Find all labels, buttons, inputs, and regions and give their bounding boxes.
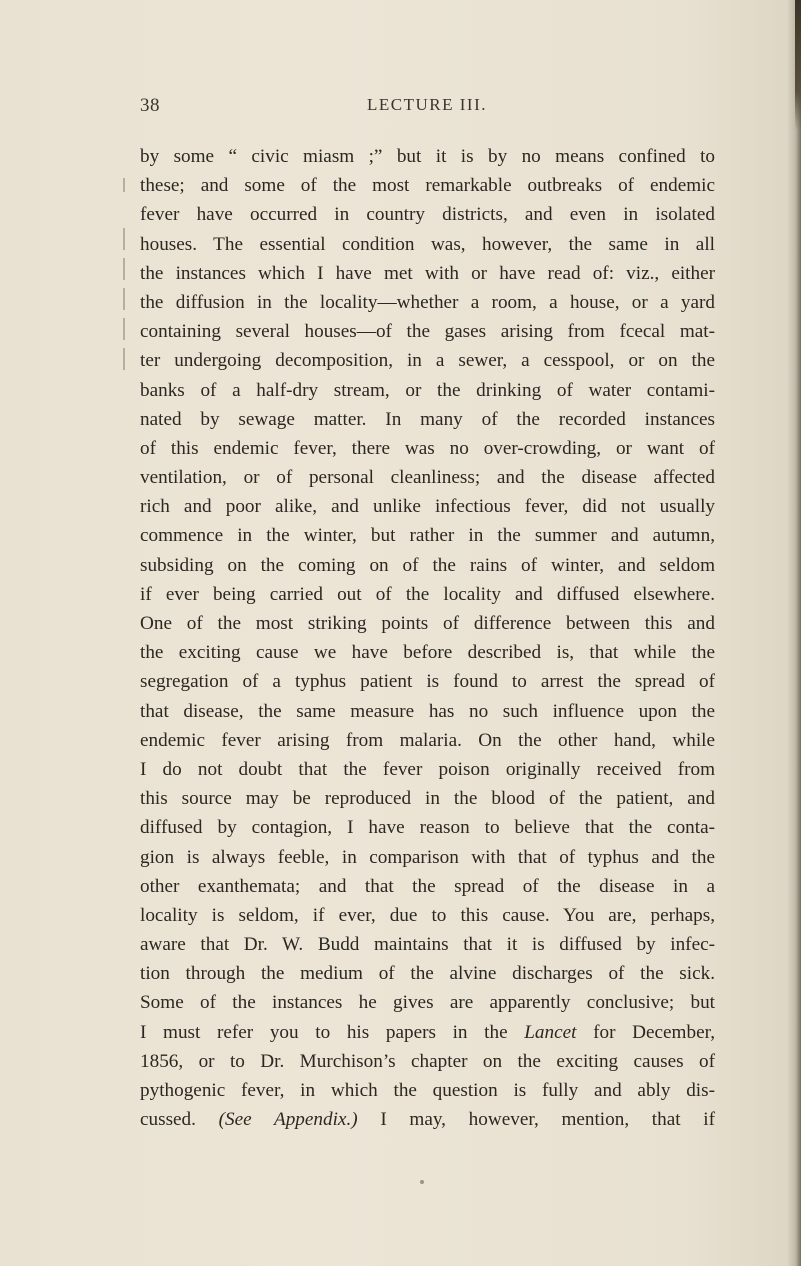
- margin-mark: [123, 258, 125, 280]
- text-line: that disease, the same measure has no such influence upon the: [140, 700, 715, 722]
- text-line: One of the most striking points of difference between this and: [140, 613, 715, 634]
- text-line: of this endemic fever, there was no over-crowding, or want of: [140, 437, 715, 459]
- margin-mark: [123, 178, 125, 192]
- text-line: this source may be reproduced in the blood of the patient, and: [140, 788, 715, 810]
- text-line: these; and some of the most remarkable outbreaks of endemic: [140, 175, 715, 197]
- text-line: banks of a half-dry stream, or the drinking of water contami-: [140, 379, 715, 401]
- margin-mark: [123, 288, 125, 310]
- text-line: I do not doubt that the fever poison originally received from: [140, 758, 715, 780]
- text-line: by some “ civic miasm ;” but it is by no means confined to: [140, 146, 715, 167]
- text-line: commence in the winter, but rather in the summer and autumn,: [140, 525, 715, 547]
- text-line: locality is seldom, if ever, due to this cause. You are, perhaps,: [140, 904, 715, 926]
- text-line: 1856, or to Dr. Murchison’s chapter on the exciting causes of: [140, 1050, 715, 1072]
- body-text: [140, 142, 715, 1134]
- text-line: ventilation, or of personal cleanliness; and the disease affected: [140, 467, 715, 489]
- text-segment: I must refer you to his papers in the: [140, 1021, 525, 1043]
- text-line: gion is always feeble, in comparison with that of typhus and the: [140, 846, 715, 868]
- text-line: if ever being carried out of the locality and diffused elsewhere.: [140, 583, 715, 605]
- running-head: LECTURE III.: [367, 95, 487, 114]
- margin-mark: [123, 318, 125, 340]
- text-line: segregation of a typhus patient is found to arrest the spread of: [140, 671, 715, 693]
- text-line: houses. The essential condition was, however, the same in all: [140, 233, 715, 255]
- text-line: fever have occurred in country districts, and even in isolated: [140, 204, 715, 226]
- text-line: pythogenic fever, in which the question is fully and ably dis-: [140, 1080, 715, 1101]
- text-line: ter undergoing decomposition, in a sewer, a cesspool, or on the: [140, 350, 715, 372]
- text-line: tion through the medium of the alvine discharges of the sick.: [140, 963, 715, 985]
- text-line: nated by sewage matter. In many of the recorded instances: [140, 408, 715, 430]
- text-line: endemic fever arising from malaria. On the other hand, while: [140, 729, 715, 751]
- text-segment: I may, however, mention, that if: [357, 1109, 715, 1131]
- text-line-appendix: [140, 1105, 715, 1134]
- ink-speck: [420, 1180, 424, 1184]
- text-line: diffused by contagion, I have reason to believe that the conta-: [140, 817, 715, 839]
- text-segment: for December,: [576, 1021, 716, 1043]
- text-line: subsiding on the coming on of the rains of winter, and seldom: [140, 554, 715, 576]
- text-line: rich and poor alike, and unlike infectious fever, did not usually: [140, 496, 715, 518]
- appendix-reference: (See Appendix.): [218, 1109, 358, 1131]
- text-line: aware that Dr. W. Budd maintains that it is diffused by infec-: [140, 934, 715, 956]
- margin-mark: [123, 348, 125, 370]
- text-line: containing several houses—of the gases arising from fcecal mat-: [140, 321, 715, 343]
- text-line: other exanthemata; and that the spread of the disease in a: [140, 875, 715, 897]
- text-segment: cussed.: [140, 1109, 219, 1131]
- page-header: [0, 95, 801, 119]
- text-line: the exciting cause we have before described is, that while the: [140, 642, 715, 664]
- page-edge-shadow: [787, 0, 801, 1266]
- margin-mark: [123, 228, 125, 250]
- text-line: the diffusion in the locality—whether a room, a house, or a yard: [140, 291, 715, 313]
- page-number: 38: [140, 95, 160, 116]
- text-line: Some of the instances he gives are apparently conclusive; but: [140, 992, 715, 1014]
- text-line: the instances which I have met with or have read of: viz., either: [140, 262, 715, 284]
- text-line-lancet: [140, 1018, 715, 1047]
- journal-title: Lancet: [524, 1021, 577, 1043]
